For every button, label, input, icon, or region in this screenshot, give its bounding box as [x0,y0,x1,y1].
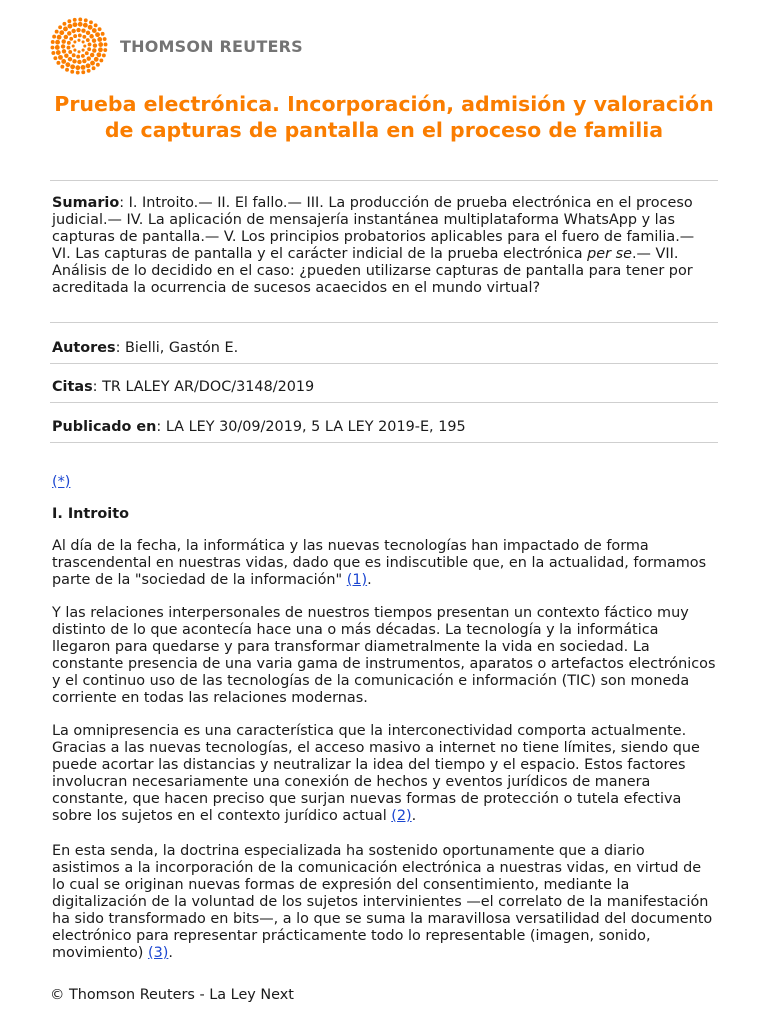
brand-name: THOMSON REUTERS [120,36,303,56]
summary-text-end: .— VII. Análisis de lo decidido en el caso: ¿pueden utilizarse capturas de pantalla para tener por acreditada la ocurrencia de sucesos acaecidos en el mundo virtual? [52,246,693,296]
paragraph-text: Y las relaciones interpersonales de nuestros tiempos presentan un contexto fáctico muy distinto de lo que acontecía hace una o más décadas. La tecnología y la informática llegaron para quedarse y para transformar diametralmente la vida en sociedad. La constante presencia de una varia gama de instrumentos, aparatos o artefactos electrónicos y el continuo uso de las tecnologías de la comunicación e información (TIC) son moneda corriente en todas las relaciones modernas. [52,605,716,706]
published-label: Publicado en [52,419,157,435]
page-footer: © Thomson Reuters - La Ley Next [50,987,294,1003]
authors [52,340,716,357]
summary-label: Sumario [52,195,120,211]
authors-label: Autores [52,340,116,356]
divider [50,363,718,364]
paragraph-tail: . [168,945,173,961]
citas-value: : TR LALEY AR/DOC/3148/2019 [92,379,315,395]
paragraph-text: En esta senda, la doctrina especializada ha sostenido oportunamente que a diario asistimos a la incorporación de la comunicación electrónica a nuestras vidas, en virtud de lo cual se originan nuevas formas de expresión del consentimiento, mediante la digitalización de la voluntad de los sujetos intervinientes —el correlato de la manifestación ha sido transformado en bits—, a lo que se suma la maravillosa versatilidad del documento electrónico para representar prácticamente todo lo representable (imagen, sonido, movimiento) [52,843,713,961]
paragraph-tail: . [411,808,417,824]
paragraph [52,843,716,962]
citas-label: Citas [52,379,93,395]
published-in [52,419,716,436]
paragraph-tail: . [367,572,372,588]
paragraph [52,605,716,707]
divider [50,322,718,323]
section-heading: I. Introito [52,506,129,522]
published-value: : LA LEY 30/09/2019, 5 LA LEY 2019-E, 195 [156,419,466,435]
footnote-link[interactable]: (3) [147,945,169,961]
divider [50,442,718,443]
authors-value: : Bielli, Gastón E. [115,340,239,356]
divider [50,180,718,181]
summary-italic: per se [587,246,632,262]
document-title: Prueba electrónica. Incorporación, admisión y valoración de capturas de pantalla en el proceso de familia [54,92,714,142]
paragraph-text: La omnipresencia es una característica que la interconectividad comporta actualmente. Gracias a las nuevas tecnologías, el acceso masivo a internet no tiene límites, siendo que puede acortar las distancias y neutralizar la idea del tiempo y el espacio. Estos factores involucran necesariamente una conexión de hechos y eventos jurídicos de manera constante, que hacen preciso que surjan nuevas formas de protección o tutela efectiva sobre los sujetos en el contexto jurídico actual [52,723,700,824]
summary [52,195,716,297]
citas [52,379,716,396]
paragraph [52,723,716,825]
paragraph [52,538,716,589]
page-header [50,17,303,75]
footnote-asterisk-link[interactable]: (*) [52,474,71,490]
divider [50,402,718,403]
footnote-link[interactable]: (1) [346,572,368,588]
summary-text: : I. Introito.— II. El fallo.— III. La producción de prueba electrónica en el proceso judicial.— IV. La aplicación de mensajería instantánea multiplataforma WhatsApp y las capturas de pantalla.— V. Los principios probatorios aplicables para el fuero de familia.— VI. Las capturas de pantalla y el carácter indicial de la prueba electrónica [52,195,695,262]
note-paragraph [52,474,716,491]
footnote-link[interactable]: (2) [391,808,412,824]
paragraph-text: Al día de la fecha, la informática y las nuevas tecnologías han impactado de forma trascendental en nuestras vidas, dado que es indiscutible que, en la actualidad, formamos parte de la "sociedad de la información" [52,538,707,588]
thomson-reuters-logo-icon [50,17,108,75]
